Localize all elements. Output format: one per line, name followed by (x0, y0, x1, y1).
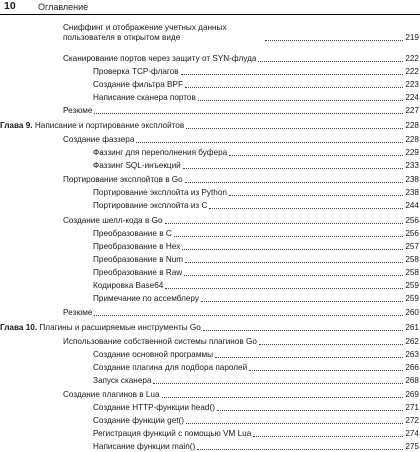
dot-leader (185, 87, 403, 88)
toc-entry-page: 275 (405, 442, 419, 452)
toc-entry[interactable] (0, 159, 420, 171)
toc-entry-title: Преобразование в C (93, 229, 172, 240)
toc-entry-page: 258 (405, 268, 419, 279)
dot-leader (174, 236, 404, 237)
toc-entry-page: 244 (405, 201, 419, 212)
toc-entry-title: Создание фаззера (63, 135, 134, 146)
toc-entry-title: Создание HTTP-функции head() (93, 403, 215, 414)
toc-entry[interactable] (0, 52, 420, 64)
chapter-number: Глава 9. (0, 121, 33, 130)
toc-entry[interactable] (0, 253, 420, 265)
dot-leader (185, 262, 403, 263)
toc-entry[interactable] (0, 133, 420, 145)
chapter-title: Плагины и расширяемые инструменты Go (39, 323, 200, 332)
toc-entry-page: 268 (405, 376, 419, 387)
toc-entry[interactable] (0, 306, 420, 318)
toc-entry-page: 260 (405, 308, 419, 319)
toc-entry-title: Запуск сканера (93, 376, 151, 387)
toc-entry[interactable] (0, 119, 420, 131)
toc-entry-title: Создание функции get() (93, 416, 184, 427)
dot-leader (162, 397, 404, 398)
dot-leader (165, 288, 403, 289)
toc-entry-title: Создание плагина для подбора паролей (93, 363, 247, 374)
toc-entry[interactable] (0, 104, 420, 116)
page-header (0, 0, 420, 14)
dot-leader (229, 195, 403, 196)
toc-entry[interactable] (0, 78, 420, 90)
toc-entry-title: Примечание по ассемблеру (93, 294, 199, 305)
toc-entry[interactable] (0, 199, 420, 211)
dot-leader (215, 357, 403, 358)
dot-leader (94, 315, 403, 316)
dot-leader (201, 301, 403, 302)
toc-entry-title: Фаззинг SQL-инъекций (93, 161, 181, 172)
toc-entry[interactable] (0, 173, 420, 185)
toc-entry[interactable] (0, 388, 420, 400)
dot-leader (253, 436, 403, 437)
dot-leader (198, 100, 403, 101)
toc-entry-page: 272 (405, 416, 419, 427)
toc-entry-page: 228 (405, 121, 419, 132)
toc-entry[interactable] (0, 227, 420, 239)
toc-entry-title: Создание основной программы (93, 350, 213, 361)
toc-entry-page: 271 (405, 403, 419, 414)
toc-entry-page: 259 (405, 281, 419, 292)
dot-leader (258, 61, 403, 62)
dot-leader (197, 449, 403, 450)
toc-entry-title: Создание шелл-кода в Go (63, 216, 163, 227)
dot-leader (249, 370, 403, 371)
dot-leader (209, 208, 403, 209)
toc-entry-title: Проверка TCP-флагов (93, 67, 179, 78)
dot-leader (186, 423, 403, 424)
toc-entry-title: Портирование эксплойтов в Go (63, 175, 183, 186)
toc-entry-page: 263 (405, 350, 419, 361)
toc-entry[interactable] (0, 65, 420, 77)
toc-entry[interactable] (0, 335, 420, 347)
toc-entry[interactable] (0, 91, 420, 103)
toc-entry[interactable] (0, 401, 420, 413)
toc-entry[interactable] (0, 414, 420, 426)
toc-entry[interactable] (0, 279, 420, 291)
dot-leader (229, 155, 403, 156)
dot-leader (184, 275, 403, 276)
toc-entry[interactable] (0, 427, 420, 439)
toc-entry-page: 223 (405, 80, 419, 91)
toc-entry[interactable] (0, 321, 420, 333)
toc-entry[interactable] (0, 214, 420, 226)
toc-entry-title: Регистрация функций с помощью VM Lua (93, 429, 251, 440)
dot-leader (203, 330, 404, 331)
toc-entry-title: Создание фильтра BPF (93, 80, 183, 91)
toc-entry[interactable] (0, 266, 420, 278)
chapter-number: Глава 10. (0, 323, 37, 332)
toc-entry-page: 227 (405, 106, 419, 117)
toc-entry-title: Сниффинг и отображение учетных данных пользователя в открытом виде (63, 23, 263, 43)
toc-entry-page: 238 (405, 188, 419, 199)
toc-entry-title: Написание функции main() (93, 442, 195, 452)
toc-entry-page: 233 (405, 161, 419, 172)
toc-entry-title: Написание сканера портов (93, 93, 196, 104)
running-title: Оглавление (38, 1, 88, 13)
toc-entry-page: 256 (405, 229, 419, 240)
chapter-title: Написание и портирование эксплойтов (35, 121, 184, 130)
toc-entry-page: 258 (405, 255, 419, 266)
toc-entry-page: 224 (405, 93, 419, 104)
toc-entry-title: Преобразование в Raw (93, 268, 182, 279)
toc-entry[interactable] (0, 240, 420, 252)
dot-leader (217, 410, 403, 411)
toc-entry[interactable] (0, 146, 420, 158)
header-rule (0, 14, 420, 15)
dot-leader (136, 142, 403, 143)
toc-entry-page: 219 (405, 33, 419, 44)
dot-leader (183, 168, 404, 169)
dot-leader (185, 182, 404, 183)
toc-entry-page: 228 (405, 135, 419, 146)
toc-entry[interactable] (0, 361, 420, 373)
dot-leader (94, 113, 403, 114)
toc-entry-title: Сканирование портов через защиту от SYN-флуда (63, 54, 256, 65)
toc-entry-page: 262 (405, 337, 419, 348)
toc-entry-page: 261 (405, 323, 419, 334)
toc-entry-page: 266 (405, 363, 419, 374)
toc-entry[interactable] (0, 440, 420, 452)
toc-entry-title: Резюме (63, 308, 92, 319)
dot-leader (265, 40, 403, 41)
dot-leader (182, 249, 403, 250)
page-number: 10 (4, 0, 16, 13)
toc-entry-title (0, 121, 184, 132)
toc-entry-title: Преобразование в Num (93, 255, 183, 266)
toc-entry[interactable] (0, 21, 420, 43)
toc-entry[interactable] (0, 186, 420, 198)
toc-entry[interactable] (0, 374, 420, 386)
toc-entry-page: 238 (405, 175, 419, 186)
dot-leader (181, 74, 404, 75)
dot-leader (165, 223, 404, 224)
toc-entry-title: Использование собственной системы плагинов Go (63, 337, 257, 348)
toc-entry-page: 229 (405, 148, 419, 159)
toc-entry-page: 269 (405, 390, 419, 401)
toc-entry-title: Преобразование в Hex (93, 242, 180, 253)
toc-entry[interactable] (0, 292, 420, 304)
toc-entry-page: 259 (405, 294, 419, 305)
dot-leader (153, 383, 403, 384)
toc-entry-title: Портирование эксплойта из C (93, 201, 207, 212)
toc-entry-title: Кодировка Base64 (93, 281, 163, 292)
toc-entry-page: 257 (405, 242, 419, 253)
toc-entry-page: 222 (405, 67, 419, 78)
toc-entry-title: Фаззинг для переполнения буфера (93, 148, 227, 159)
toc-entry-title: Резюме (63, 106, 92, 117)
toc-entry-title (0, 323, 201, 334)
toc-entry-title: Создание плагинов в Lua (63, 390, 160, 401)
dot-leader (186, 128, 403, 129)
toc-entry-page: 222 (405, 54, 419, 65)
toc-entry[interactable] (0, 348, 420, 360)
toc-entry-page: 274 (405, 429, 419, 440)
toc-entry-page: 256 (405, 216, 419, 227)
dot-leader (259, 344, 403, 345)
toc-entry-title: Портирование эксплойта из Python (93, 188, 227, 199)
